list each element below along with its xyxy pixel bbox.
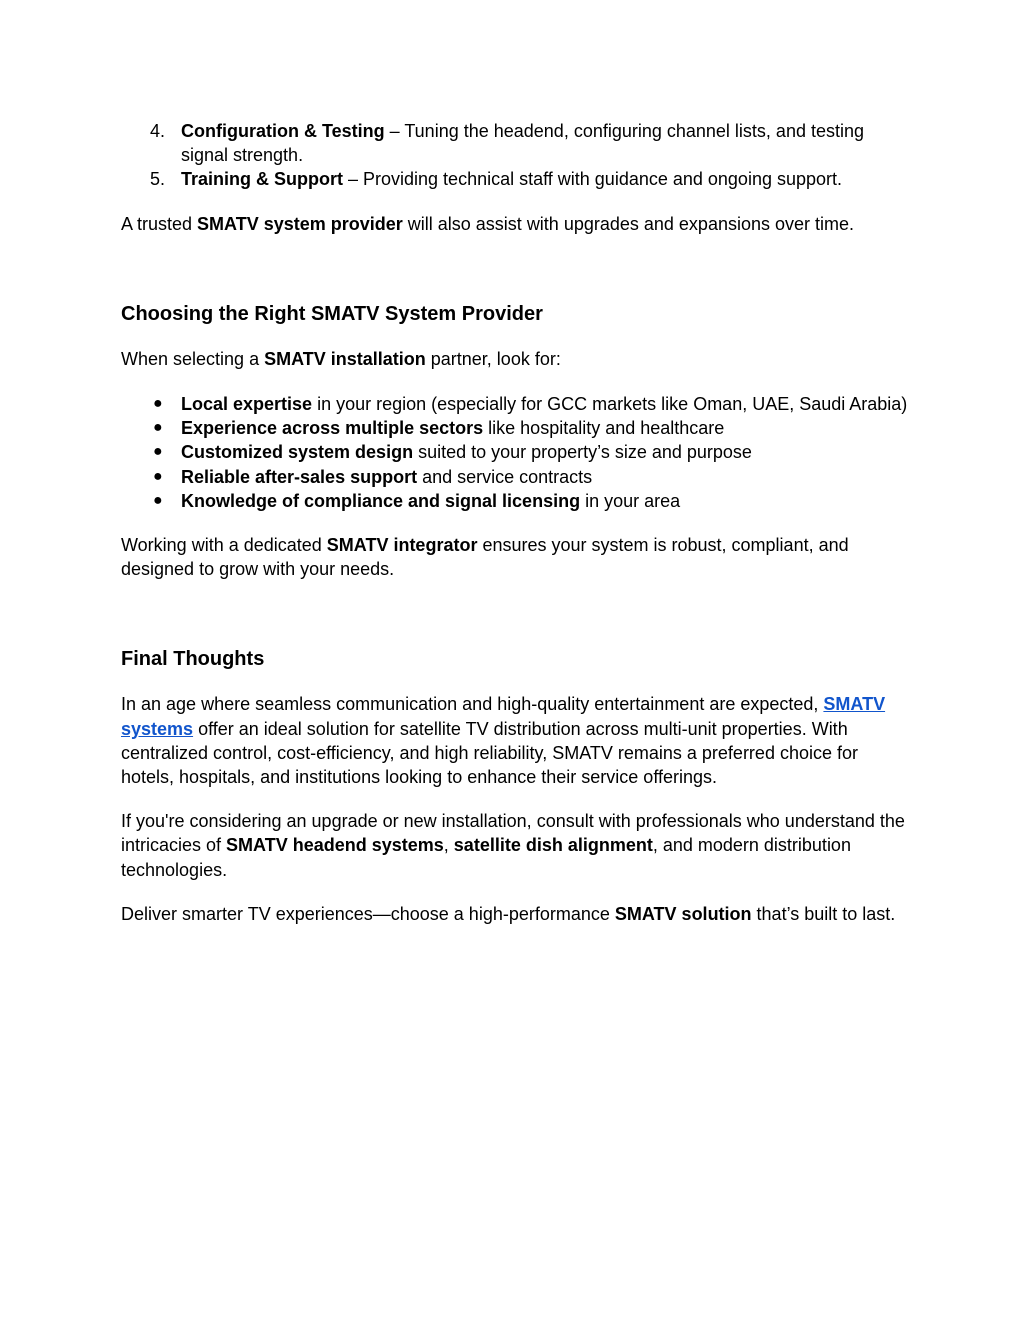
- bold-term: SMATV installation: [264, 348, 426, 369]
- bullet-icon: ●: [153, 443, 163, 461]
- list-number: 5.: [150, 169, 166, 190]
- bullet-icon: ●: [153, 419, 163, 437]
- choosing-closing: [121, 533, 911, 581]
- bullet-icon: ●: [153, 467, 163, 485]
- bold-term: Experience across multiple sectors: [181, 418, 484, 439]
- document-page: [121, 119, 911, 926]
- steps-list: [121, 119, 911, 192]
- list-item: [121, 489, 911, 513]
- text-run: Deliver smarter TV experiences—choose a high-performance: [121, 903, 615, 924]
- section-heading-choosing: Choosing the Right SMATV System Provider: [121, 302, 543, 325]
- bold-term: Customized system design: [181, 442, 414, 463]
- text-run: will also assist with upgrades and expansions over time.: [402, 213, 855, 234]
- text-run: suited to your property’s size and purpose: [413, 442, 752, 463]
- bold-term: satellite dish alignment: [453, 835, 653, 856]
- text-run: partner, look for:: [425, 348, 561, 369]
- list-item: [121, 119, 911, 167]
- list-item: [121, 465, 911, 489]
- text-run: Working with a dedicated: [121, 535, 327, 556]
- text-run: ,: [443, 835, 454, 856]
- bold-term: SMATV system provider: [197, 213, 403, 234]
- text-run: in your region (especially for GCC markets like Oman, UAE, Saudi Arabia): [312, 394, 908, 415]
- list-item: [121, 167, 911, 191]
- text-run: ensures your system is robust, compliant, and designed to grow with your needs.: [121, 535, 849, 580]
- step-title: Configuration & Testing: [181, 121, 385, 141]
- bold-term: SMATV headend systems: [226, 835, 444, 856]
- step-description: – Providing technical staff with guidance and ongoing support.: [343, 169, 842, 190]
- choosing-intro: [121, 347, 911, 371]
- list-item: [121, 392, 911, 416]
- list-item: [121, 416, 911, 440]
- text-run: , and modern distribution technologies.: [121, 835, 851, 880]
- text-run: and service contracts: [417, 466, 593, 487]
- list-number: 4.: [150, 121, 166, 141]
- bullet-icon: ●: [153, 491, 163, 509]
- bullet-icon: ●: [153, 395, 163, 413]
- smatv-systems-link[interactable]: SMATV systems: [121, 694, 886, 739]
- step-description: – Tuning the headend, configuring channel lists, and testing signal strength.: [181, 121, 864, 166]
- text-run: A trusted: [121, 213, 198, 234]
- text-run: that’s built to last.: [751, 903, 896, 924]
- step-title: Training & Support: [181, 169, 343, 190]
- bold-term: SMATV solution: [614, 903, 752, 924]
- bold-term: Reliable after-sales support: [181, 466, 418, 487]
- text-run: In an age where seamless communication and high-quality entertainment are expected,: [121, 694, 824, 715]
- final-paragraph-3: [121, 902, 911, 926]
- final-paragraph-2: [121, 809, 911, 882]
- section-heading-final: Final Thoughts: [121, 648, 265, 671]
- bold-term: Knowledge of compliance and signal licensing: [181, 490, 581, 511]
- text-run: If you're considering an upgrade or new installation, consult with professionals who understand the intricacies of: [121, 811, 905, 856]
- text-run: When selecting a: [121, 348, 265, 369]
- text-run: like hospitality and healthcare: [483, 418, 725, 439]
- text-run: in your area: [580, 490, 681, 511]
- bold-term: SMATV integrator: [326, 535, 478, 556]
- list-item: [121, 440, 911, 464]
- bold-term: Local expertise: [181, 394, 313, 415]
- final-paragraph-1: [121, 692, 911, 789]
- text-run: offer an ideal solution for satellite TV distribution across multi-unit properties. With centralized control, cost-efficiency, and high reliability, SMATV remains a preferred choice for hotels, hospitals, and institutions looking to enhance their service offerings.: [121, 718, 858, 788]
- criteria-list: [121, 392, 911, 513]
- provider-note: [121, 212, 911, 236]
